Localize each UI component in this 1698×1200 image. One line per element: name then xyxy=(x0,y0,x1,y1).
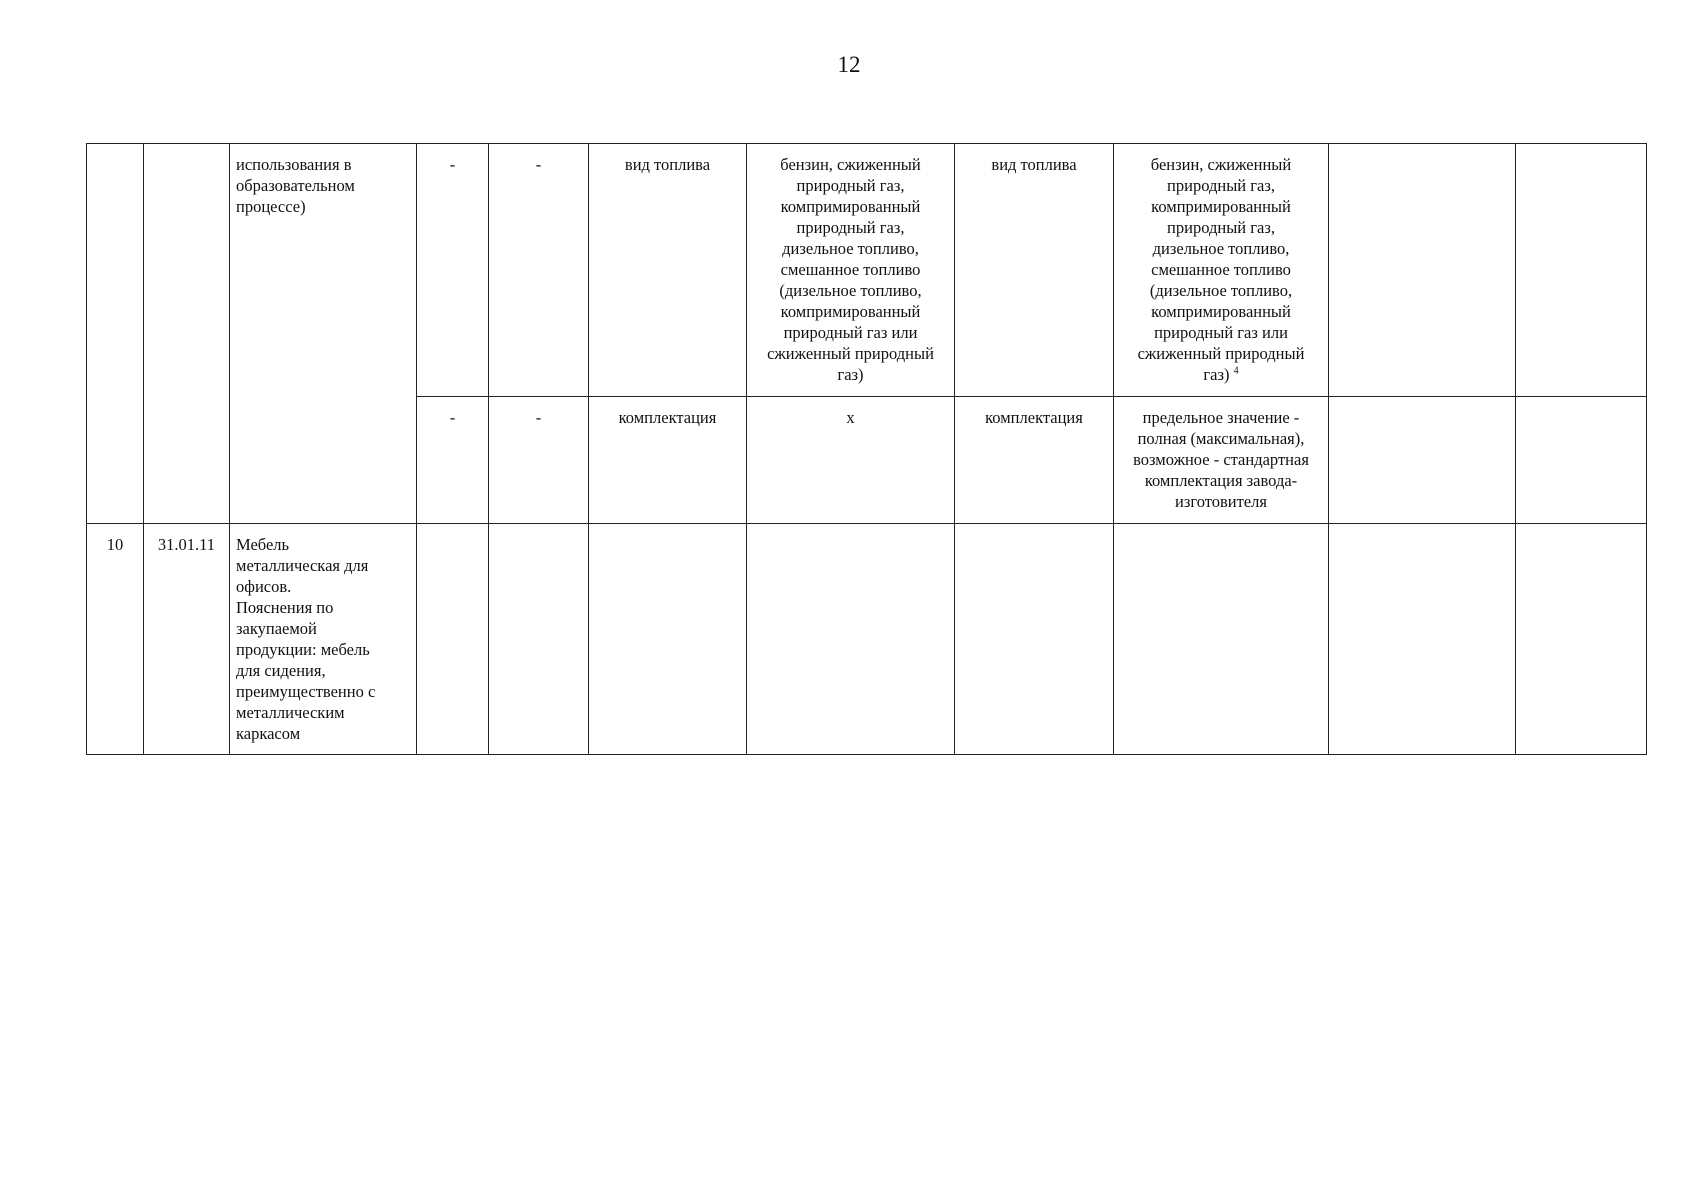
characteristic-cell: комплектация xyxy=(955,397,1114,524)
characteristic-value-text: бензин, сжиженный природный газ, компримированный природный газ, дизельное топливо, смешанное топливо (дизельное топливо, компримированный природный газ или сжиженный природный газ) xyxy=(1137,155,1305,384)
justification-cell xyxy=(1329,524,1516,755)
unit-code-cell xyxy=(417,524,489,755)
characteristic-value-cell: x xyxy=(747,397,955,524)
unit-name-cell: - xyxy=(489,397,589,524)
product-description-cell: использования в образовательном процессе) xyxy=(230,144,417,524)
unit-name-cell: - xyxy=(489,144,589,397)
page-number: 12 xyxy=(837,52,861,77)
justification-cell xyxy=(1329,397,1516,524)
row-number-cell: 10 xyxy=(87,524,144,755)
function-cell xyxy=(1516,397,1647,524)
table-row xyxy=(87,144,1647,397)
characteristic-cell: вид топлива xyxy=(955,144,1114,397)
unit-code-cell: - xyxy=(417,397,489,524)
okpd-code-cell xyxy=(144,144,230,524)
row-number-cell xyxy=(87,144,144,524)
table-row xyxy=(87,524,1647,755)
characteristic-value-cell xyxy=(1114,144,1329,397)
characteristic-value-cell xyxy=(747,524,955,755)
requirements-table xyxy=(86,143,1647,755)
justification-cell xyxy=(1329,144,1516,397)
okpd-code-cell: 31.01.11 xyxy=(144,524,230,755)
characteristic-value-cell: бензин, сжиженный природный газ, компримированный природный газ, дизельное топливо, смешанное топливо (дизельное топливо, компримированный природный газ или сжиженный природный газ) xyxy=(747,144,955,397)
unit-code-cell: - xyxy=(417,144,489,397)
function-cell xyxy=(1516,524,1647,755)
function-cell xyxy=(1516,144,1647,397)
unit-name-cell xyxy=(489,524,589,755)
footnote-marker: 4 xyxy=(1233,365,1239,377)
characteristic-value-cell xyxy=(1114,524,1329,755)
characteristic-cell xyxy=(589,524,747,755)
product-description-cell: Мебель металлическая для офисов. Пояснения по закупаемой продукции: мебель для сидения, преимущественно с металлическим каркасом xyxy=(230,524,417,755)
characteristic-value-cell: предельное значение - полная (максимальная), возможное - стандартная комплектация завода- изготовителя xyxy=(1114,397,1329,524)
characteristic-cell: комплектация xyxy=(589,397,747,524)
characteristic-cell xyxy=(955,524,1114,755)
characteristic-cell: вид топлива xyxy=(589,144,747,397)
